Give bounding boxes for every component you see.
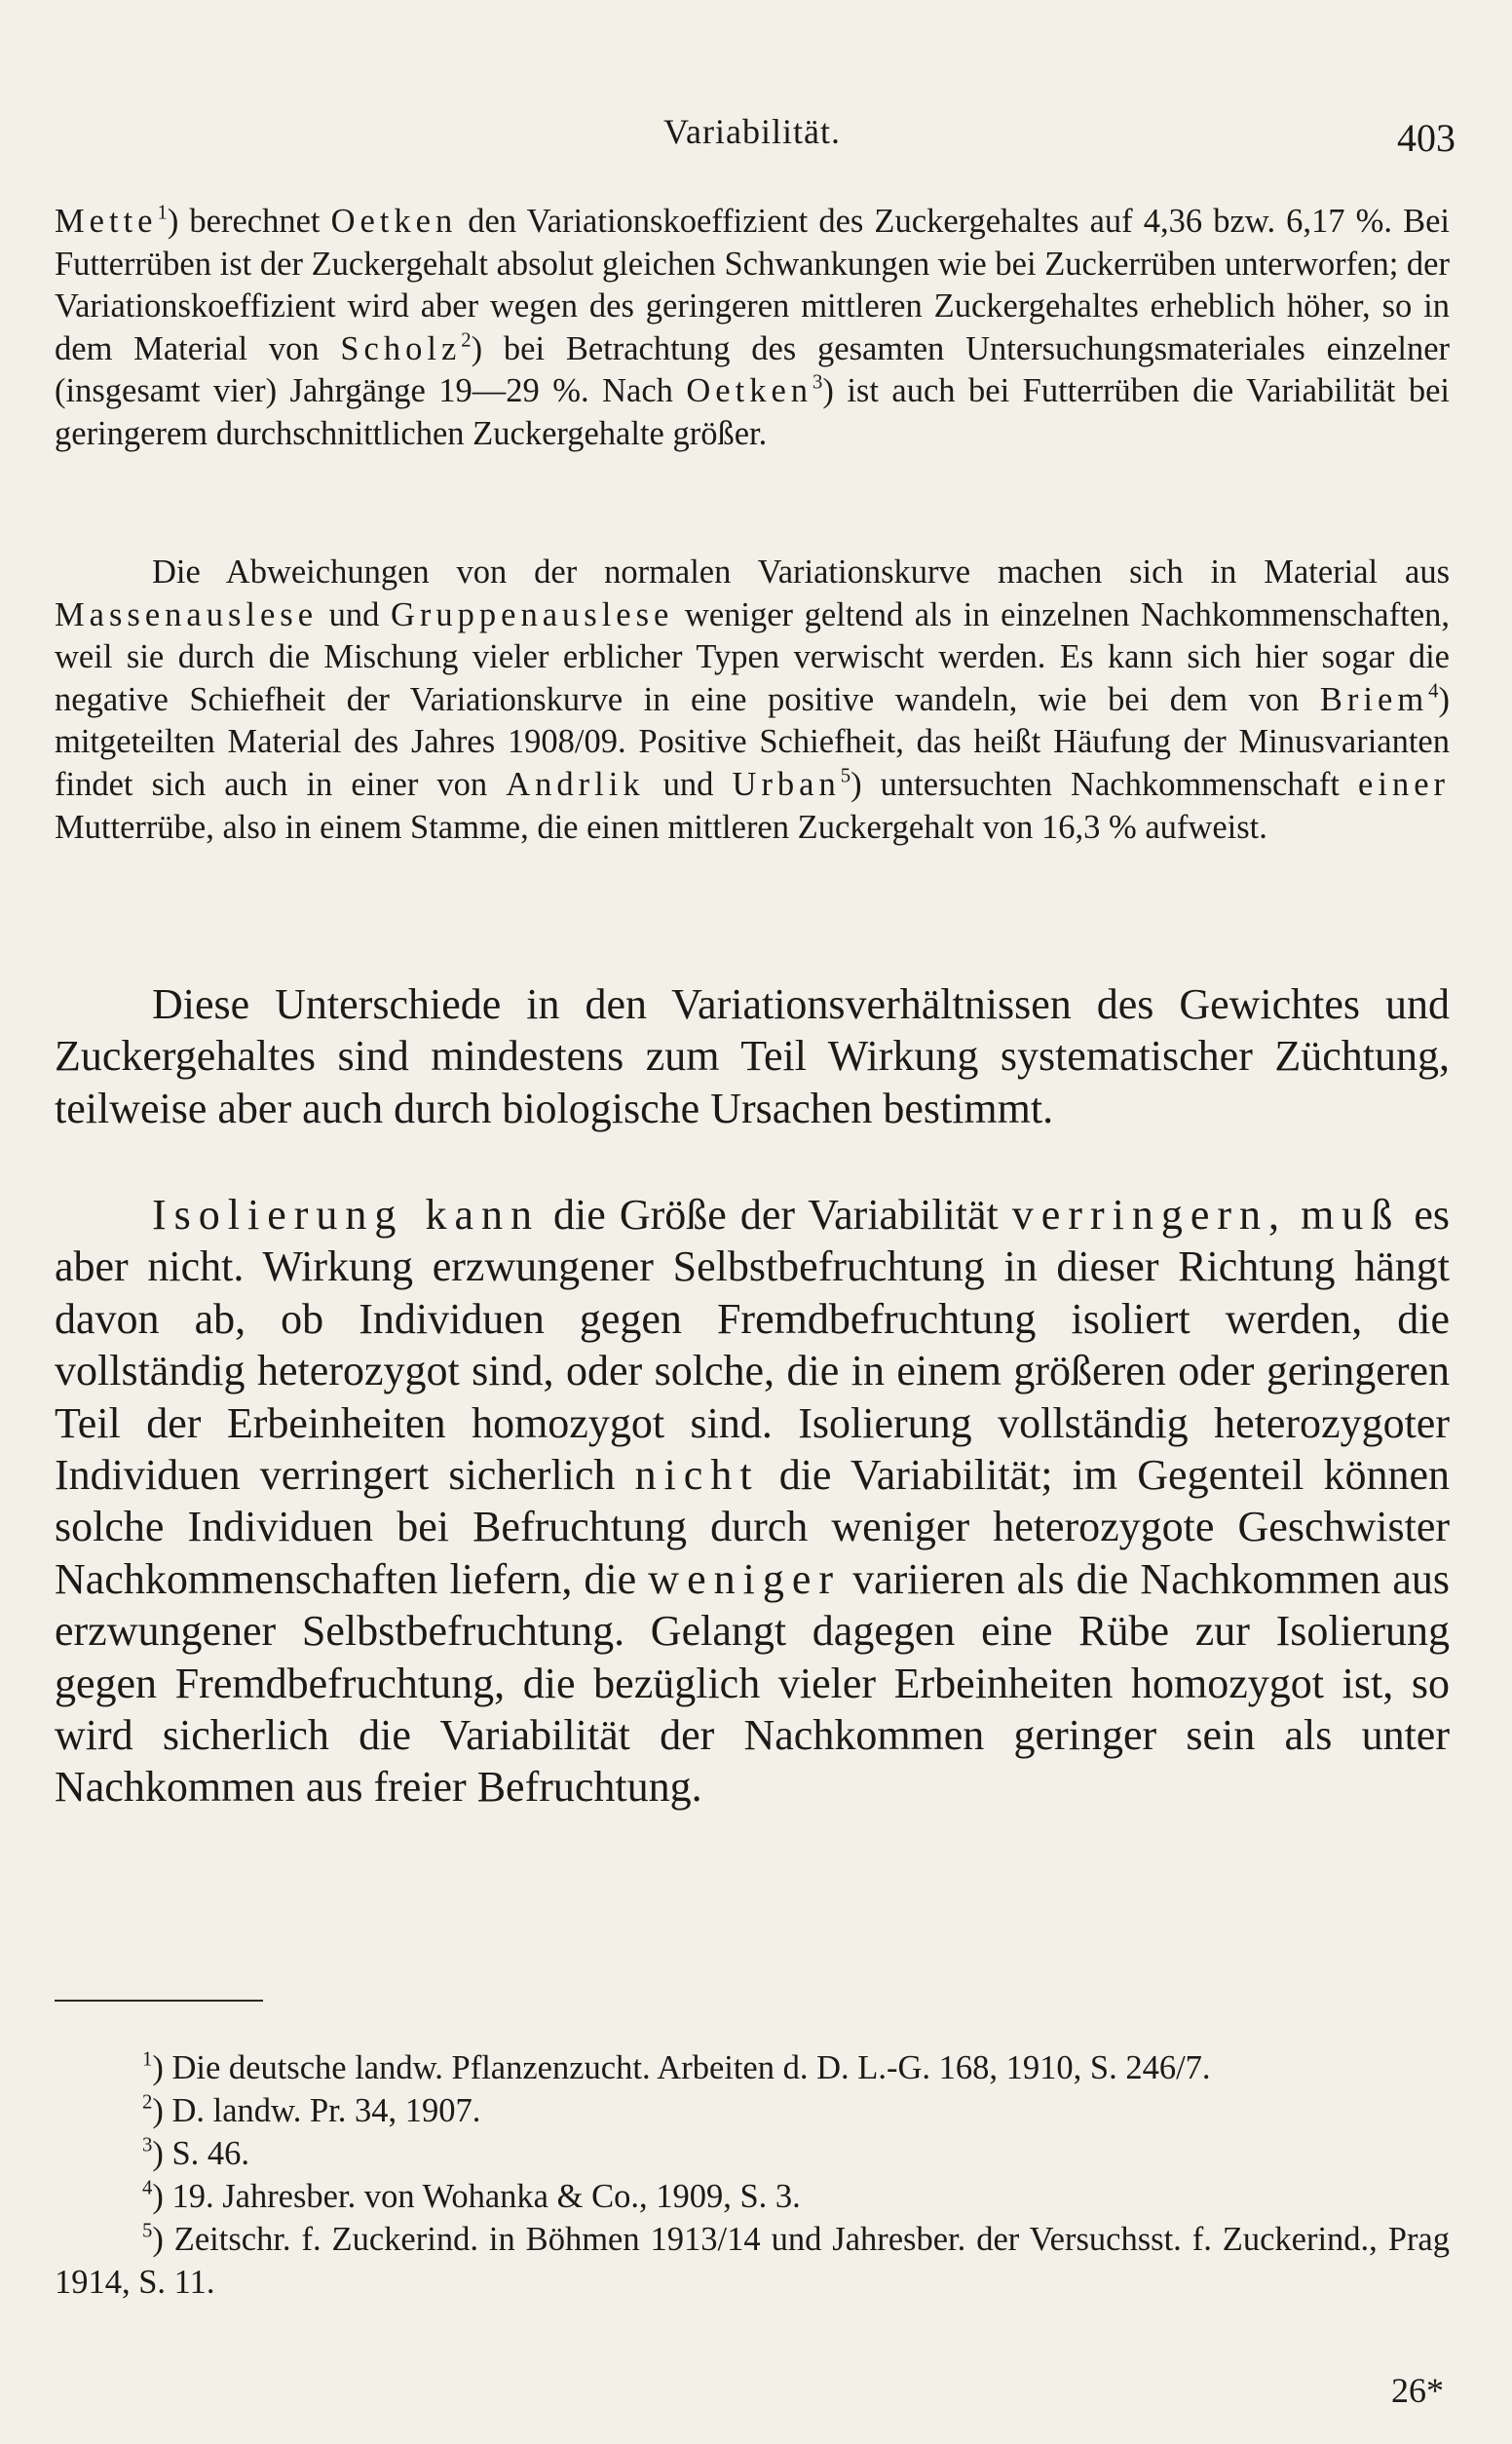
footnote-divider: [55, 2000, 263, 2002]
footnote-5: [55, 2218, 1450, 2304]
text-run: die Größe der Variabilität: [539, 1191, 1012, 1239]
footnote-mark: 2: [142, 2091, 153, 2114]
footnote-mark: 4: [142, 2177, 153, 2199]
paragraph-2: [55, 552, 1450, 849]
emphasis: nicht: [634, 1451, 760, 1500]
text-run: ) untersuchten Nachkommenschaft: [850, 765, 1359, 803]
footnote-ref: 5: [840, 765, 851, 787]
author-name: Briem: [1319, 680, 1429, 718]
author-name: Oetken: [686, 372, 813, 410]
book-page: [55, 0, 1455, 2444]
text-run: [1287, 1191, 1301, 1239]
footnote-text: ) Zeitschr. f. Zuckerind. in Böhmen 1913/14 und Jahresber. der Versuchsst. f. Zuckerind., Prag 1914, S. 11.: [55, 2221, 1450, 2301]
text-run: variieren als die Nachkommen aus erzwungener Selbstbefruchtung. Gelangt dagegen eine Rübe zur Isolierung gegen Fremdbefruchtung, die bezüglich vieler Erbeinheiten homozygot ist, so wird sicherlich die Variabilität der Nachkommen geringer sein als unter Nachkommen aus freier Befruchtung.: [55, 1554, 1450, 1812]
author-name: Urban: [732, 765, 841, 803]
footnote-text: ) S. 46.: [152, 2135, 250, 2172]
text-run: ) berechnet: [167, 203, 331, 240]
footnote-mark: 5: [142, 2220, 153, 2242]
footnote-text: ) 19. Jahresber. von Wohanka & Co., 1909, S. 3.: [152, 2178, 801, 2215]
text-run: Die Abweichungen von der normalen Variationskurve machen sich in Material aus: [152, 554, 1450, 591]
text-run: und: [318, 595, 391, 633]
page-number: 403: [1397, 116, 1455, 160]
footnote-mark: 1: [142, 2048, 153, 2071]
footnotes: [55, 2046, 1450, 2304]
footnote-mark: 3: [142, 2134, 153, 2157]
text-run: die Variabilität; im Gegenteil können solche Individuen bei Befruchtung durch weniger heterozygote Geschwister Nachkommenschaften liefern, die: [55, 1451, 1450, 1603]
text-run: ) ist auch bei Futterrüben die Variabilität bei geringerem durchschnittlichen Zuckergehalte größer.: [55, 372, 1450, 452]
text-run: Mutterrübe, also in einem Stamme, die einen mittleren Zuckergehalt von 16,3 % aufweist.: [55, 808, 1267, 846]
emphasis: einer: [1358, 765, 1450, 803]
paragraph-4: [55, 1189, 1450, 1814]
footnote-1: [55, 2046, 1450, 2089]
footnote-text: ) D. landw. Pr. 34, 1907.: [152, 2092, 481, 2129]
footnote-text: ) Die deutsche landw. Pflanzenzucht. Arbeiten d. D. L.-G. 168, 1910, S. 246/7.: [152, 2049, 1211, 2086]
footnote-ref: 1: [157, 202, 168, 224]
author-name: Scholz: [340, 329, 462, 367]
emphasis: Gruppenauslese: [390, 595, 674, 633]
text-run: weniger geltend als in einzelnen Nachkommenschaften, weil sie durch die Mischung vieler erblicher Typen verwischt werden. Es kann sich hier sogar die negative Schiefheit der Variationskurve in eine positive wandeln, wie bei dem von: [55, 595, 1451, 718]
text-run: den Variationskoeffizient des Zuckergehaltes auf 4,36 bzw. 6,17 %. Bei Futterrüben ist der Zuckergehalt absolut gleichen Schwankungen wie bei Zuckerrüben unterworfen; der Variationskoeffizient wird aber wegen des geringeren mittleren Zuckergehaltes erheblich höher, so in dem Material von: [55, 203, 1450, 367]
footnote-ref: 4: [1428, 680, 1439, 703]
author-name: Andrlik: [506, 765, 645, 803]
text-run: und: [644, 765, 733, 803]
emphasis: verringern,: [1011, 1191, 1288, 1239]
footnote-3: [55, 2132, 1450, 2175]
text-run: ) mitgeteilten Material des Jahres 1908/09. Positive Schiefheit, das heißt Häufung der Minusvarianten findet sich auch in einer von: [55, 680, 1450, 803]
text-run: es aber nicht. Wirkung erzwungener Selbstbefruchtung in dieser Richtung hängt davon ab, ob Individuen gegen Fremdbefruchtung isoliert werden, die vollständig heterozygot sind, oder solche, die in einem größeren oder geringeren Teil der Erbeinheiten homozygot sind. Isolierung vollständig heterozygoter Individuen verringert sicherlich: [55, 1191, 1451, 1500]
running-title: Variabilität.: [663, 112, 841, 151]
footnote-4: [55, 2175, 1450, 2218]
emphasis: muß: [1301, 1191, 1401, 1239]
emphasis: Isolierung kann: [152, 1191, 540, 1239]
footnote-ref: 2: [461, 329, 472, 352]
emphasis: weniger: [648, 1554, 842, 1603]
paragraph-1: [55, 201, 1450, 456]
footnote-2: [55, 2089, 1450, 2132]
footnote-ref: 3: [813, 371, 823, 394]
signature-mark: 26*: [1391, 2371, 1444, 2410]
author-name: Oetken: [330, 203, 458, 240]
paragraph-3: Diese Unterschiede in den Variationsverhältnissen des Gewichtes und Zuckergehaltes sind mindestens zum Teil Wirkung systematischer Züchtung, teilweise aber auch durch biologische Ursachen bestimmt.: [55, 980, 1450, 1132]
text-run: ) bei Betrachtung des gesamten Untersuchungsmateriales einzelner (insgesamt vier) Jahrgänge 19—29 %. Nach: [55, 329, 1450, 410]
author-name: Mette: [55, 203, 158, 240]
emphasis: Massenauslese: [55, 595, 319, 633]
